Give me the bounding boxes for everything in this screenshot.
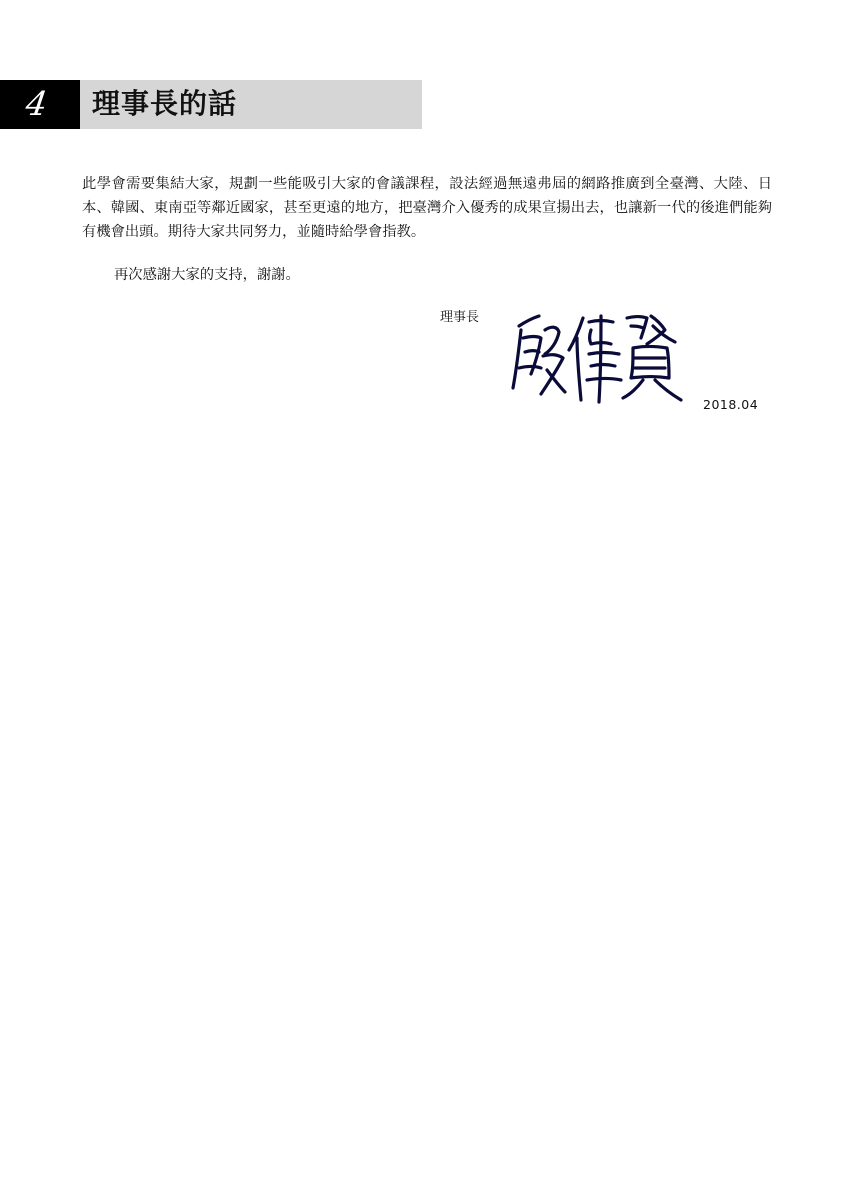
thanks-line: 再次感謝大家的支持，謝謝。 — [114, 267, 300, 283]
page-number-box — [0, 80, 80, 129]
handwritten-signature-icon — [505, 308, 687, 408]
body-paragraph: 此學會需要集結大家，規劃一些能吸引大家的會議課程，設法經過無遠弗屆的網路推廣到全臺灣、大陸、日本、韓國、東南亞等鄰近國家，甚至更遠的地方，把臺灣介入優秀的成果宣揚出去，也讓新一代的後進們能夠有機會出頭。期待大家共同努力，並隨時給學會指教。 — [82, 176, 772, 240]
message-body — [82, 172, 772, 244]
signer-title: 理事長 — [440, 310, 480, 325]
page-number: 4 — [23, 84, 50, 123]
section-title: 理事長的話 — [92, 87, 238, 120]
section-header — [0, 80, 422, 129]
date: 2018.04 — [703, 397, 759, 412]
